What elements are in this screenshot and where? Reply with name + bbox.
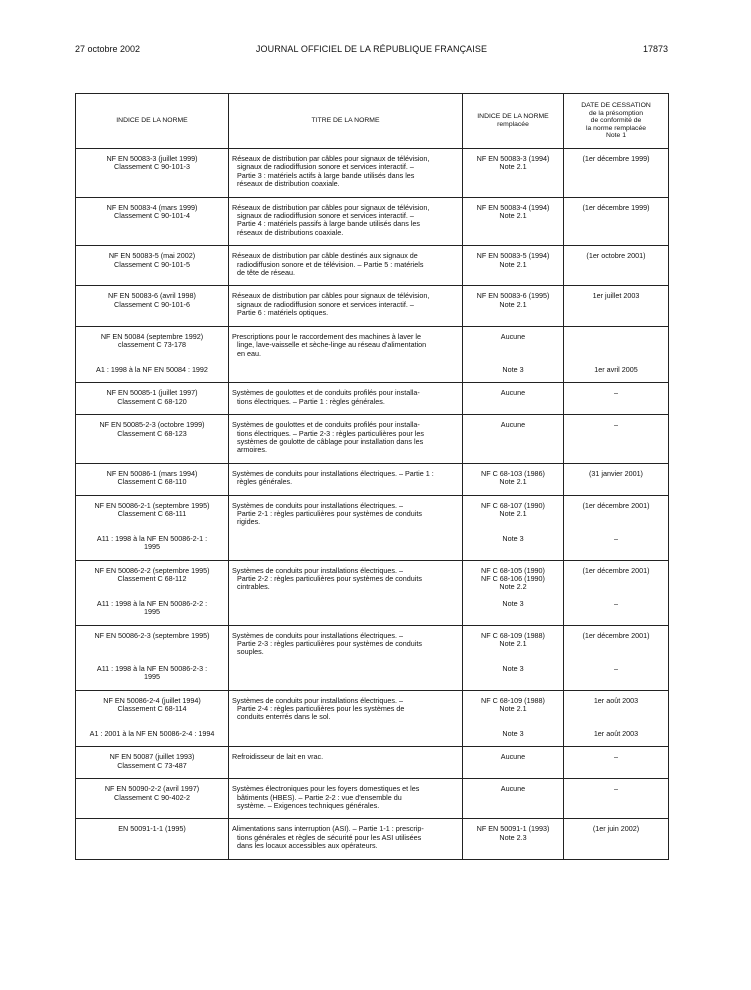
- norm-index-line: Classement C 68-120: [117, 396, 187, 406]
- header-date: 27 octobre 2002: [75, 44, 141, 54]
- cessation-date-cell: [564, 286, 669, 326]
- norm-index-line: NF EN 50086-2-1 (septembre 1995): [94, 500, 210, 510]
- norm-title-line: signaux de radiodiffusion sonore et services interactif. –: [237, 211, 414, 221]
- col-header-indice: [76, 94, 229, 149]
- norm-title-cell: [229, 197, 463, 246]
- col-header-line: DATE DE CESSATION: [581, 102, 651, 110]
- col-header-line: TITRE DE LA NORME: [311, 117, 380, 125]
- table-row: [76, 690, 669, 747]
- norm-title-line: Systèmes de conduits pour installations électriques. –: [232, 565, 403, 575]
- norm-index-cell: [76, 690, 229, 747]
- amendment-cessation-date-line: –: [614, 598, 618, 608]
- norm-title-line: tions électriques. – Partie 2-3 : règles particulières pour les: [237, 428, 424, 438]
- norm-title-cell: [229, 690, 463, 747]
- replaced-norm-cell: [463, 246, 564, 286]
- table-header-row: [76, 94, 669, 149]
- amendment-replaced-norm-line: Note 3: [502, 728, 524, 738]
- norm-title-line: linge, lave-vaisselle et sèche-linge au réseau d'alimentation: [237, 340, 427, 350]
- table-row: [76, 326, 669, 383]
- norm-index-line: NF EN 50083-5 (mai 2002): [108, 251, 196, 261]
- col-header-date-cessation: [564, 94, 669, 149]
- norm-title-line: en eau.: [237, 348, 261, 358]
- norm-title-line: Systèmes de goulottes et de conduits profilés pour installa-: [232, 388, 420, 398]
- cessation-date-line: (1er décembre 1999): [582, 202, 650, 212]
- norm-title-line: systèmes de goulotte de câblage pour installation dans les: [237, 436, 424, 446]
- cessation-date-cell: [564, 197, 669, 246]
- amendment-replaced-norm-line: Note 3: [502, 364, 524, 374]
- norm-title-cell: [229, 415, 463, 464]
- norm-index-cell: [76, 560, 229, 625]
- cessation-date-cell: [564, 495, 669, 560]
- norm-title-line: Réseaux de distribution par câbles pour signaux de télévision,: [232, 154, 430, 163]
- table-row: [76, 463, 669, 495]
- replaced-norm-cell: [463, 463, 564, 495]
- norm-index-line: NF EN 50085-1 (juillet 1997): [106, 388, 198, 398]
- amendment-cessation-date-line: 1er août 2003: [593, 728, 639, 738]
- replaced-norm-line: NF C 68-109 (1988): [481, 630, 545, 640]
- replaced-norm-line: Aucune: [500, 420, 526, 430]
- replaced-norm-cell: [463, 326, 564, 383]
- norm-title-line: souples.: [237, 647, 264, 657]
- replaced-norm-line: Note 2.1: [499, 508, 527, 518]
- norm-index-cell: [76, 286, 229, 326]
- norm-index-cell: [76, 747, 229, 779]
- norm-title-cell: [229, 463, 463, 495]
- norm-title-line: Réseaux de distribution par câbles pour signaux de télévision,: [232, 291, 430, 301]
- norm-index-line: NF EN 50086-2-4 (juillet 1994): [103, 695, 201, 705]
- replaced-norm-cell: [463, 690, 564, 747]
- table-row: [76, 779, 669, 819]
- replaced-norm-line: NF EN 50083-4 (1994): [476, 202, 550, 212]
- cessation-date-line: (1er décembre 2001): [582, 500, 650, 510]
- norm-index-cell: [76, 383, 229, 415]
- norm-index-cell: [76, 819, 229, 859]
- norm-index-line: EN 50091-1-1 (1995): [118, 824, 186, 834]
- table-row: [76, 286, 669, 326]
- norm-title-cell: [229, 747, 463, 779]
- table-row: [76, 197, 669, 246]
- cessation-date-line: –: [614, 420, 618, 430]
- cessation-date-line: 1er août 2003: [593, 695, 639, 705]
- norm-title-line: réseaux de distributions coaxiale.: [237, 227, 344, 237]
- table-body: [76, 149, 669, 860]
- replaced-norm-line: Note 2.2: [499, 582, 527, 592]
- replaced-norm-cell: [463, 747, 564, 779]
- norm-index-line: NF EN 50085-2-3 (octobre 1999): [99, 420, 205, 430]
- cessation-date-cell: [564, 625, 669, 690]
- norm-title-line: Réseaux de distribution par câbles pour signaux de télévision,: [232, 202, 430, 212]
- norm-index-cell: [76, 246, 229, 286]
- cessation-date-line: (1er décembre 1999): [582, 154, 650, 163]
- replaced-norm-line: Note 2.1: [499, 704, 527, 714]
- norm-title-line: Systèmes de conduits pour installations électriques. –: [232, 630, 403, 640]
- norm-title-cell: [229, 779, 463, 819]
- cessation-date-line: (1er octobre 2001): [586, 251, 646, 261]
- replaced-norm-line: NF C 68-105 (1990): [481, 565, 545, 575]
- norm-title-line: cintrables.: [237, 582, 270, 592]
- norm-title-cell: [229, 560, 463, 625]
- norm-title-line: Partie 2-2 : règles particulières pour systèmes de conduits: [237, 574, 422, 583]
- replaced-norm-line: Note 2.3: [499, 832, 527, 842]
- norm-index-line: Classement C 68-111: [117, 508, 187, 518]
- replaced-norm-cell: [463, 286, 564, 326]
- norm-title-line: Partie 6 : matériels optiques.: [237, 308, 329, 318]
- cessation-date-line: (1er décembre 2001): [582, 565, 650, 575]
- norm-title-line: rigides.: [237, 517, 261, 527]
- replaced-norm-cell: [463, 819, 564, 859]
- cessation-date-line: 1er juillet 2003: [592, 291, 640, 301]
- norm-title-line: Réseaux de distribution par câble destinés aux signaux de: [232, 251, 418, 261]
- norm-title-cell: [229, 286, 463, 326]
- norm-index-line: NF EN 50086-2-2 (septembre 1995): [94, 565, 210, 575]
- norm-title-cell: [229, 383, 463, 415]
- col-header-line: Note 1: [605, 132, 627, 140]
- replaced-norm-line: NF EN 50083-3 (1994): [476, 154, 550, 163]
- norm-index-line: Classement C 68-112: [117, 574, 187, 583]
- amendment-cessation-date-line: –: [614, 533, 618, 543]
- replaced-norm-line: NF C 68-103 (1986): [481, 468, 545, 478]
- norm-index-cell: [76, 779, 229, 819]
- replaced-norm-cell: [463, 383, 564, 415]
- norm-index-line: classement C 73-178: [118, 340, 186, 350]
- cessation-date-cell: [564, 326, 669, 383]
- amendment-norm-index-line: A11 : 1998 à la NF EN 50086-2-3 :: [96, 663, 208, 673]
- norm-index-cell: [76, 495, 229, 560]
- page-header: [75, 44, 668, 58]
- norm-index-line: NF EN 50087 (juillet 1993): [109, 752, 195, 762]
- norm-title-line: Partie 2-3 : règles particulières pour systèmes de conduits: [237, 639, 422, 649]
- page-number: 17873: [642, 44, 668, 54]
- replaced-norm-cell: [463, 625, 564, 690]
- norm-title-cell: [229, 625, 463, 690]
- norm-index-cell: [76, 149, 229, 198]
- norm-index-line: NF EN 50083-3 (juillet 1999): [106, 154, 198, 163]
- cessation-date-line: –: [614, 388, 618, 398]
- norm-title-cell: [229, 495, 463, 560]
- norm-title-line: radiodiffusion sonore et de télévision. – Partie 5 : matériels: [237, 259, 424, 269]
- norm-title-line: Partie 4 : matériels passifs à large bande utilisés dans les: [237, 219, 420, 229]
- cessation-date-cell: [564, 747, 669, 779]
- norm-title-line: bâtiments (HBES). – Partie 2-2 : vue d'ensemble du: [237, 792, 402, 802]
- norm-title-cell: [229, 326, 463, 383]
- norm-title-line: Alimentations sans interruption (ASI). – Partie 1-1 : prescrip-: [232, 824, 424, 834]
- replaced-norm-line: NF EN 50083-5 (1994): [476, 251, 550, 261]
- norm-title-cell: [229, 246, 463, 286]
- replaced-norm-line: Note 2.1: [499, 162, 527, 172]
- norm-index-line: Classement C 68-123: [117, 428, 187, 438]
- col-header-line: INDICE DE LA NORME: [116, 117, 188, 125]
- cessation-date-line: (31 janvier 2001): [589, 468, 643, 478]
- cessation-date-cell: [564, 246, 669, 286]
- norm-title-line: Refroidisseur de lait en vrac.: [232, 752, 324, 762]
- norm-title-line: règles générales.: [237, 477, 293, 487]
- norm-title-line: tions générales et règles de sécurité pour les ASI utilisées: [237, 832, 422, 842]
- norm-index-cell: [76, 326, 229, 383]
- norm-index-line: Classement C 68-114: [117, 704, 187, 714]
- norm-title-line: signaux de radiodiffusion sonore et services interactif. –: [237, 162, 414, 172]
- norm-title-cell: [229, 819, 463, 859]
- norm-index-line: NF EN 50086-2-3 (septembre 1995): [94, 630, 210, 640]
- replaced-norm-line: NF C 68-106 (1990): [481, 574, 545, 583]
- cessation-date-cell: [564, 560, 669, 625]
- cessation-date-line: –: [614, 784, 618, 794]
- norm-title-line: Partie 2-1 : règles particulières pour systèmes de conduits: [237, 508, 422, 518]
- amendment-norm-index-line: A11 : 1998 à la NF EN 50086-2-2 :: [96, 598, 208, 608]
- norm-index-line: Classement C 90-101-4: [114, 211, 190, 221]
- norm-index-line: Classement C 90-101-3: [114, 162, 190, 172]
- norm-index-line: Classement C 90-402-2: [114, 792, 190, 802]
- cessation-date-line: (1er juin 2002): [592, 824, 640, 834]
- amendment-replaced-norm-line: Note 3: [502, 533, 524, 543]
- norm-index-line: NF EN 50083-6 (avril 1998): [108, 291, 196, 301]
- replaced-norm-line: NF C 68-109 (1988): [481, 695, 545, 705]
- norm-index-cell: [76, 463, 229, 495]
- replaced-norm-line: NF C 68-107 (1990): [481, 500, 545, 510]
- cessation-date-cell: [564, 383, 669, 415]
- amendment-replaced-norm-line: Note 3: [502, 663, 524, 673]
- replaced-norm-line: Note 2.1: [499, 211, 527, 221]
- replaced-norm-line: Note 2.1: [499, 259, 527, 269]
- cessation-date-line: –: [614, 752, 618, 762]
- norm-index-line: Classement C 90-101-5: [114, 259, 190, 269]
- amendment-norm-index-line: 1995: [144, 542, 160, 552]
- norm-index-cell: [76, 415, 229, 464]
- amendment-norm-index-line: 1995: [144, 672, 160, 682]
- norm-title-line: de tête de réseau.: [237, 268, 295, 278]
- norm-title-line: armoires.: [237, 445, 267, 455]
- replaced-norm-cell: [463, 415, 564, 464]
- cessation-date-cell: [564, 779, 669, 819]
- col-header-line: la norme remplacée: [585, 124, 647, 132]
- col-header-line: de conformité de: [590, 117, 642, 125]
- replaced-norm-line: Note 2.1: [499, 477, 527, 487]
- norm-title-line: système. – Exigences techniques générales.: [237, 800, 380, 810]
- norm-title-line: Systèmes de conduits pour installations électriques. –: [232, 695, 403, 705]
- norm-title-line: Partie 3 : matériels actifs à large bande utilisés dans les: [237, 170, 415, 180]
- table-row: [76, 495, 669, 560]
- replaced-norm-line: Note 2.1: [499, 639, 527, 649]
- norm-index-line: NF EN 50083-4 (mars 1999): [106, 202, 198, 212]
- amendment-norm-index-line: A1 : 2001 à la NF EN 50086-2-4 : 1994: [89, 728, 215, 738]
- norm-index-line: Classement C 90-101-6: [114, 299, 190, 309]
- amendment-cessation-date-line: 1er avril 2005: [594, 364, 638, 374]
- norm-index-line: NF EN 50084 (septembre 1992): [100, 331, 204, 341]
- cessation-date-cell: [564, 149, 669, 198]
- table-row: [76, 383, 669, 415]
- replaced-norm-cell: [463, 197, 564, 246]
- amendment-norm-index-line: A11 : 1998 à la NF EN 50086-2-1 :: [96, 533, 208, 543]
- cessation-date-cell: [564, 415, 669, 464]
- table-row: [76, 625, 669, 690]
- norm-title-line: signaux de radiodiffusion sonore et services interactif. –: [237, 299, 414, 309]
- replaced-norm-line: Aucune: [500, 752, 526, 762]
- cessation-date-line: (1er décembre 2001): [582, 630, 650, 640]
- cessation-date-cell: [564, 463, 669, 495]
- table-row: [76, 819, 669, 859]
- table-row: [76, 415, 669, 464]
- norm-title-cell: [229, 149, 463, 198]
- norm-index-line: Classement C 73-487: [117, 760, 187, 770]
- col-header-line: remplacée: [497, 121, 529, 128]
- norm-index-line: NF EN 50090-2-2 (avril 1997): [104, 784, 200, 794]
- cessation-date-cell: [564, 819, 669, 859]
- norm-title-line: tions électriques. – Partie 1 : règles générales.: [237, 396, 385, 406]
- replaced-norm-line: Aucune: [500, 388, 526, 398]
- amendment-replaced-norm-line: Note 3: [502, 598, 524, 608]
- replaced-norm-cell: [463, 149, 564, 198]
- norm-title-line: conduits enterrés dans le sol.: [237, 712, 331, 722]
- norm-index-line: Classement C 68-110: [117, 477, 187, 487]
- norm-title-line: réseaux de distribution coaxiale.: [237, 179, 340, 189]
- norm-index-cell: [76, 625, 229, 690]
- journal-title: JOURNAL OFFICIEL DE LA RÉPUBLIQUE FRANÇAISE: [255, 44, 488, 54]
- col-header-line: de la présomption: [588, 109, 644, 117]
- col-header-line: INDICE DE LA NORME: [477, 113, 549, 121]
- norm-title-line: dans les locaux accessibles aux opérateurs.: [237, 841, 378, 851]
- replaced-norm-cell: [463, 779, 564, 819]
- norm-title-line: Systèmes de goulottes et de conduits profilés pour installa-: [232, 420, 420, 430]
- norm-title-line: Systèmes de conduits pour installations électriques. –: [232, 500, 403, 510]
- norm-index-line: NF EN 50086-1 (mars 1994): [106, 468, 198, 478]
- norm-title-line: Systèmes de conduits pour installations électriques. – Partie 1 :: [232, 468, 434, 478]
- table-row: [76, 149, 669, 198]
- amendment-norm-index-line: A1 : 1998 à la NF EN 50084 : 1992: [96, 364, 208, 374]
- amendment-cessation-date-line: –: [614, 663, 618, 673]
- table-row: [76, 560, 669, 625]
- table-row: [76, 747, 669, 779]
- norm-title-line: Partie 2-4 : règles particulières pour les systèmes de: [237, 704, 405, 714]
- replaced-norm-line: NF EN 50091-1 (1993): [476, 824, 550, 834]
- norm-index-cell: [76, 197, 229, 246]
- replaced-norm-line: Aucune: [500, 331, 526, 341]
- amendment-norm-index-line: 1995: [144, 607, 160, 617]
- replaced-norm-cell: [463, 560, 564, 625]
- norm-title-line: Systèmes électroniques pour les foyers domestiques et les: [232, 784, 420, 794]
- replaced-norm-cell: [463, 495, 564, 560]
- cessation-date-cell: [564, 690, 669, 747]
- table-row: [76, 246, 669, 286]
- replaced-norm-line: Note 2.1: [499, 299, 527, 309]
- replaced-norm-line: Aucune: [500, 784, 526, 794]
- replaced-norm-line: NF EN 50083-6 (1995): [476, 291, 550, 301]
- standards-table: [75, 93, 669, 860]
- norm-title-line: Prescriptions pour le raccordement des machines à laver le: [232, 331, 421, 341]
- col-header-remplacee: [463, 94, 564, 149]
- col-header-titre: [229, 94, 463, 149]
